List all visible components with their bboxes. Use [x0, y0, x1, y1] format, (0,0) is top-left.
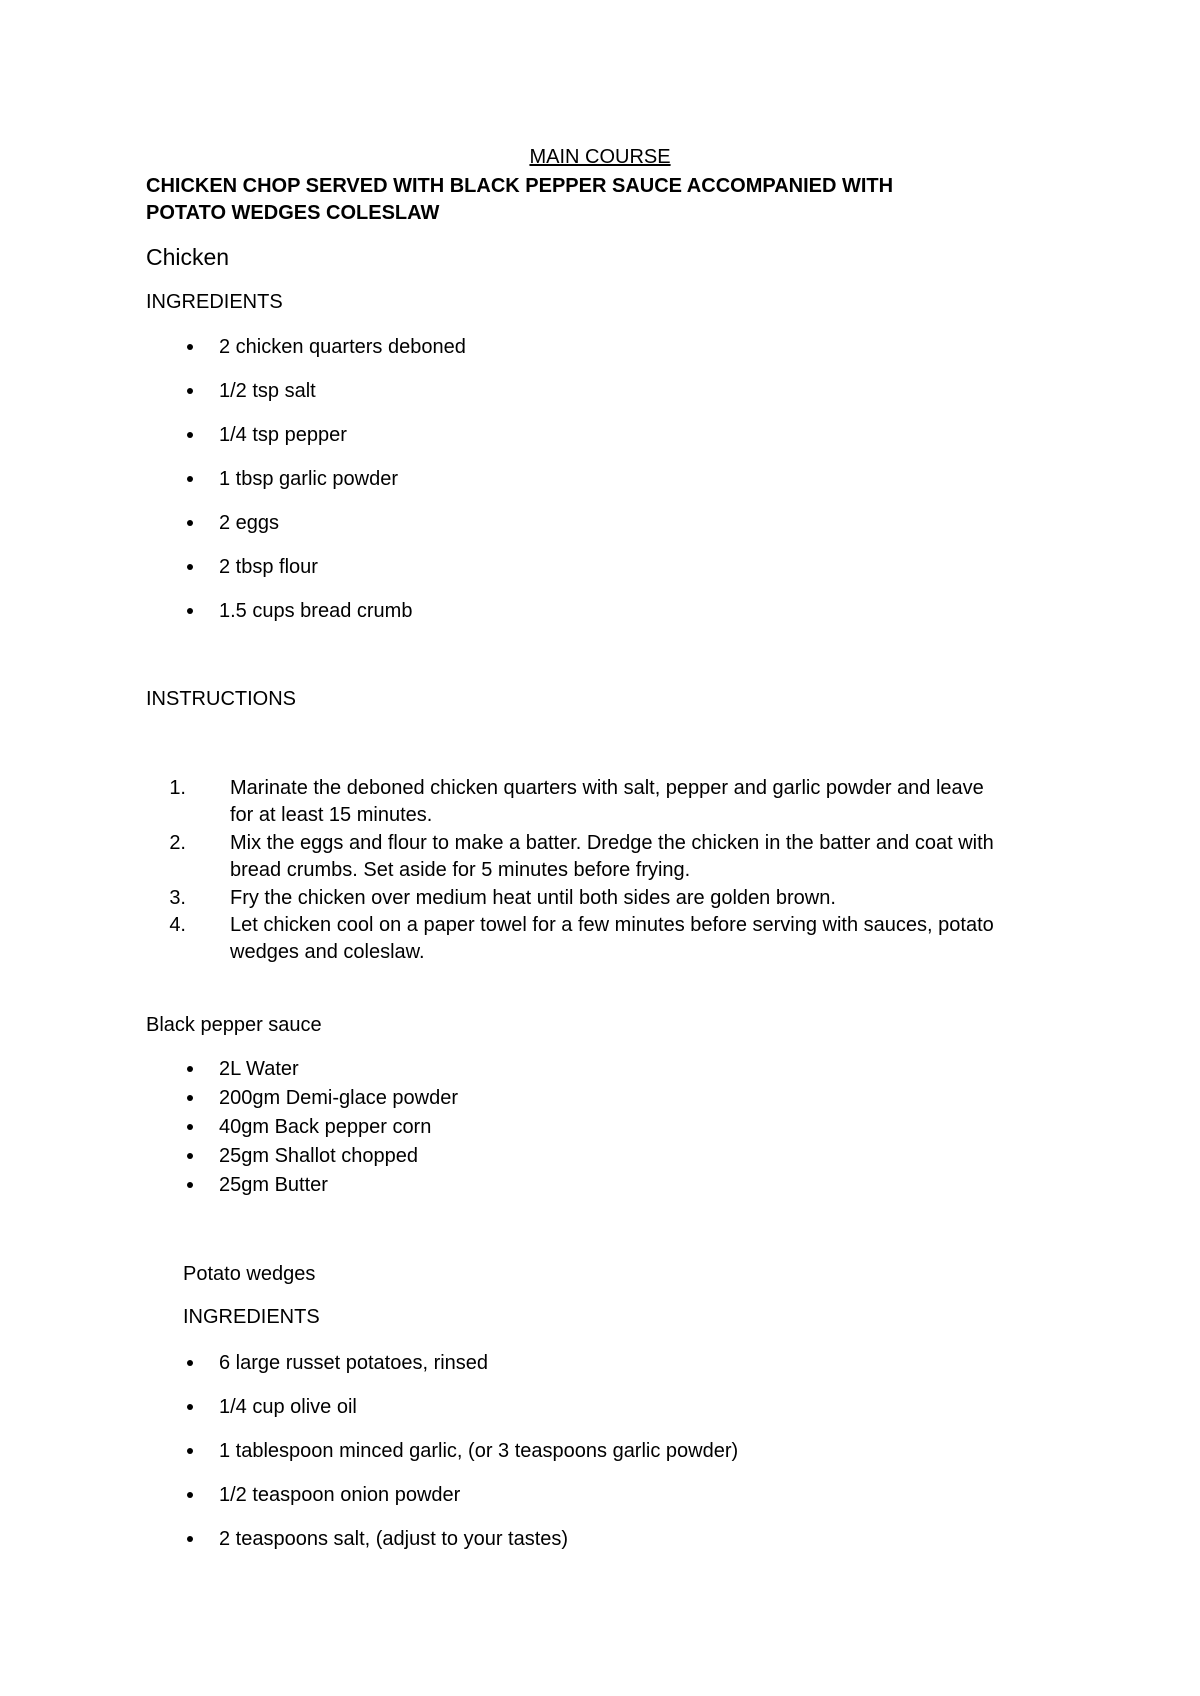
course-heading: MAIN COURSE	[529, 146, 671, 168]
potato-wedges-heading: Potato wedges	[183, 1263, 316, 1285]
bullet-icon	[187, 388, 193, 394]
bullet-icon	[187, 1360, 193, 1366]
bullet-icon	[187, 608, 193, 614]
document-page: MAIN COURSE CHICKEN CHOP SERVED WITH BLACK PEPPER SAUCE ACCOMPANIED WITH POTATO WEDGES COLESLAW Chicken INGREDIENTS 2 chicken quarters deboned 1/2 tsp salt 1/4 tsp pepper 1 tbsp garlic powder 2 eggs 2 tbsp flour 1.5 cups bread crumb INSTRUCTIONS 1. Marinate the deboned chicken quarters with salt, pepper and garlic powder and leave for at least 15 minutes. 2. Mix the eggs and flour to make a batter. Dredge the chicken in the batter and coat with bread crumbs. Set aside for 5 minutes before frying. 3. Fry the chicken over medium heat until both sides are golden brown. 4. Let chicken cool on a paper towel for a few minutes before serving with sauces, potato wedges and coleslaw. Black pepper sauce 2L Water 200gm Demi-glace powder 40gm Back pepper corn 25gm Shallot chopped 25gm Butter Potato wedges INGREDIENTS 6 large russet potatoes, rinsed 1/4 cup olive oil 1 tablespoon minced garlic, (or 3 teaspoons garlic powder) 1/2 teaspoon onion powder 2 teaspoons salt, (adjust to your tastes)	[0, 0, 1200, 1696]
potato-wedges-ingredients-label: INGREDIENTS	[183, 1306, 320, 1328]
bullet-icon	[187, 1448, 193, 1454]
bullet-icon	[187, 520, 193, 526]
dish-title-line-1: CHICKEN CHOP SERVED WITH BLACK PEPPER SAUCE ACCOMPANIED WITH	[146, 175, 894, 197]
black-pepper-sauce-heading: Black pepper sauce	[146, 1014, 322, 1036]
chicken-heading: Chicken	[146, 244, 230, 270]
dish-title-line-2: POTATO WEDGES COLESLAW	[146, 202, 440, 224]
bullet-icon	[187, 1153, 193, 1159]
bullet-icon	[187, 1404, 193, 1410]
bullet-icon	[187, 1124, 193, 1130]
chicken-ingredients-label: INGREDIENTS	[146, 291, 283, 313]
bullet-icon	[187, 344, 193, 350]
chicken-instructions-label: INSTRUCTIONS	[146, 688, 296, 710]
bullet-icon	[187, 432, 193, 438]
bullet-icon	[187, 564, 193, 570]
dish-title	[146, 173, 893, 227]
bullet-icon	[187, 1095, 193, 1101]
bullet-icon	[187, 1536, 193, 1542]
bullet-icon	[187, 1066, 193, 1072]
bullet-icon	[187, 1492, 193, 1498]
bullet-icon	[187, 476, 193, 482]
bullet-icon	[187, 1182, 193, 1188]
